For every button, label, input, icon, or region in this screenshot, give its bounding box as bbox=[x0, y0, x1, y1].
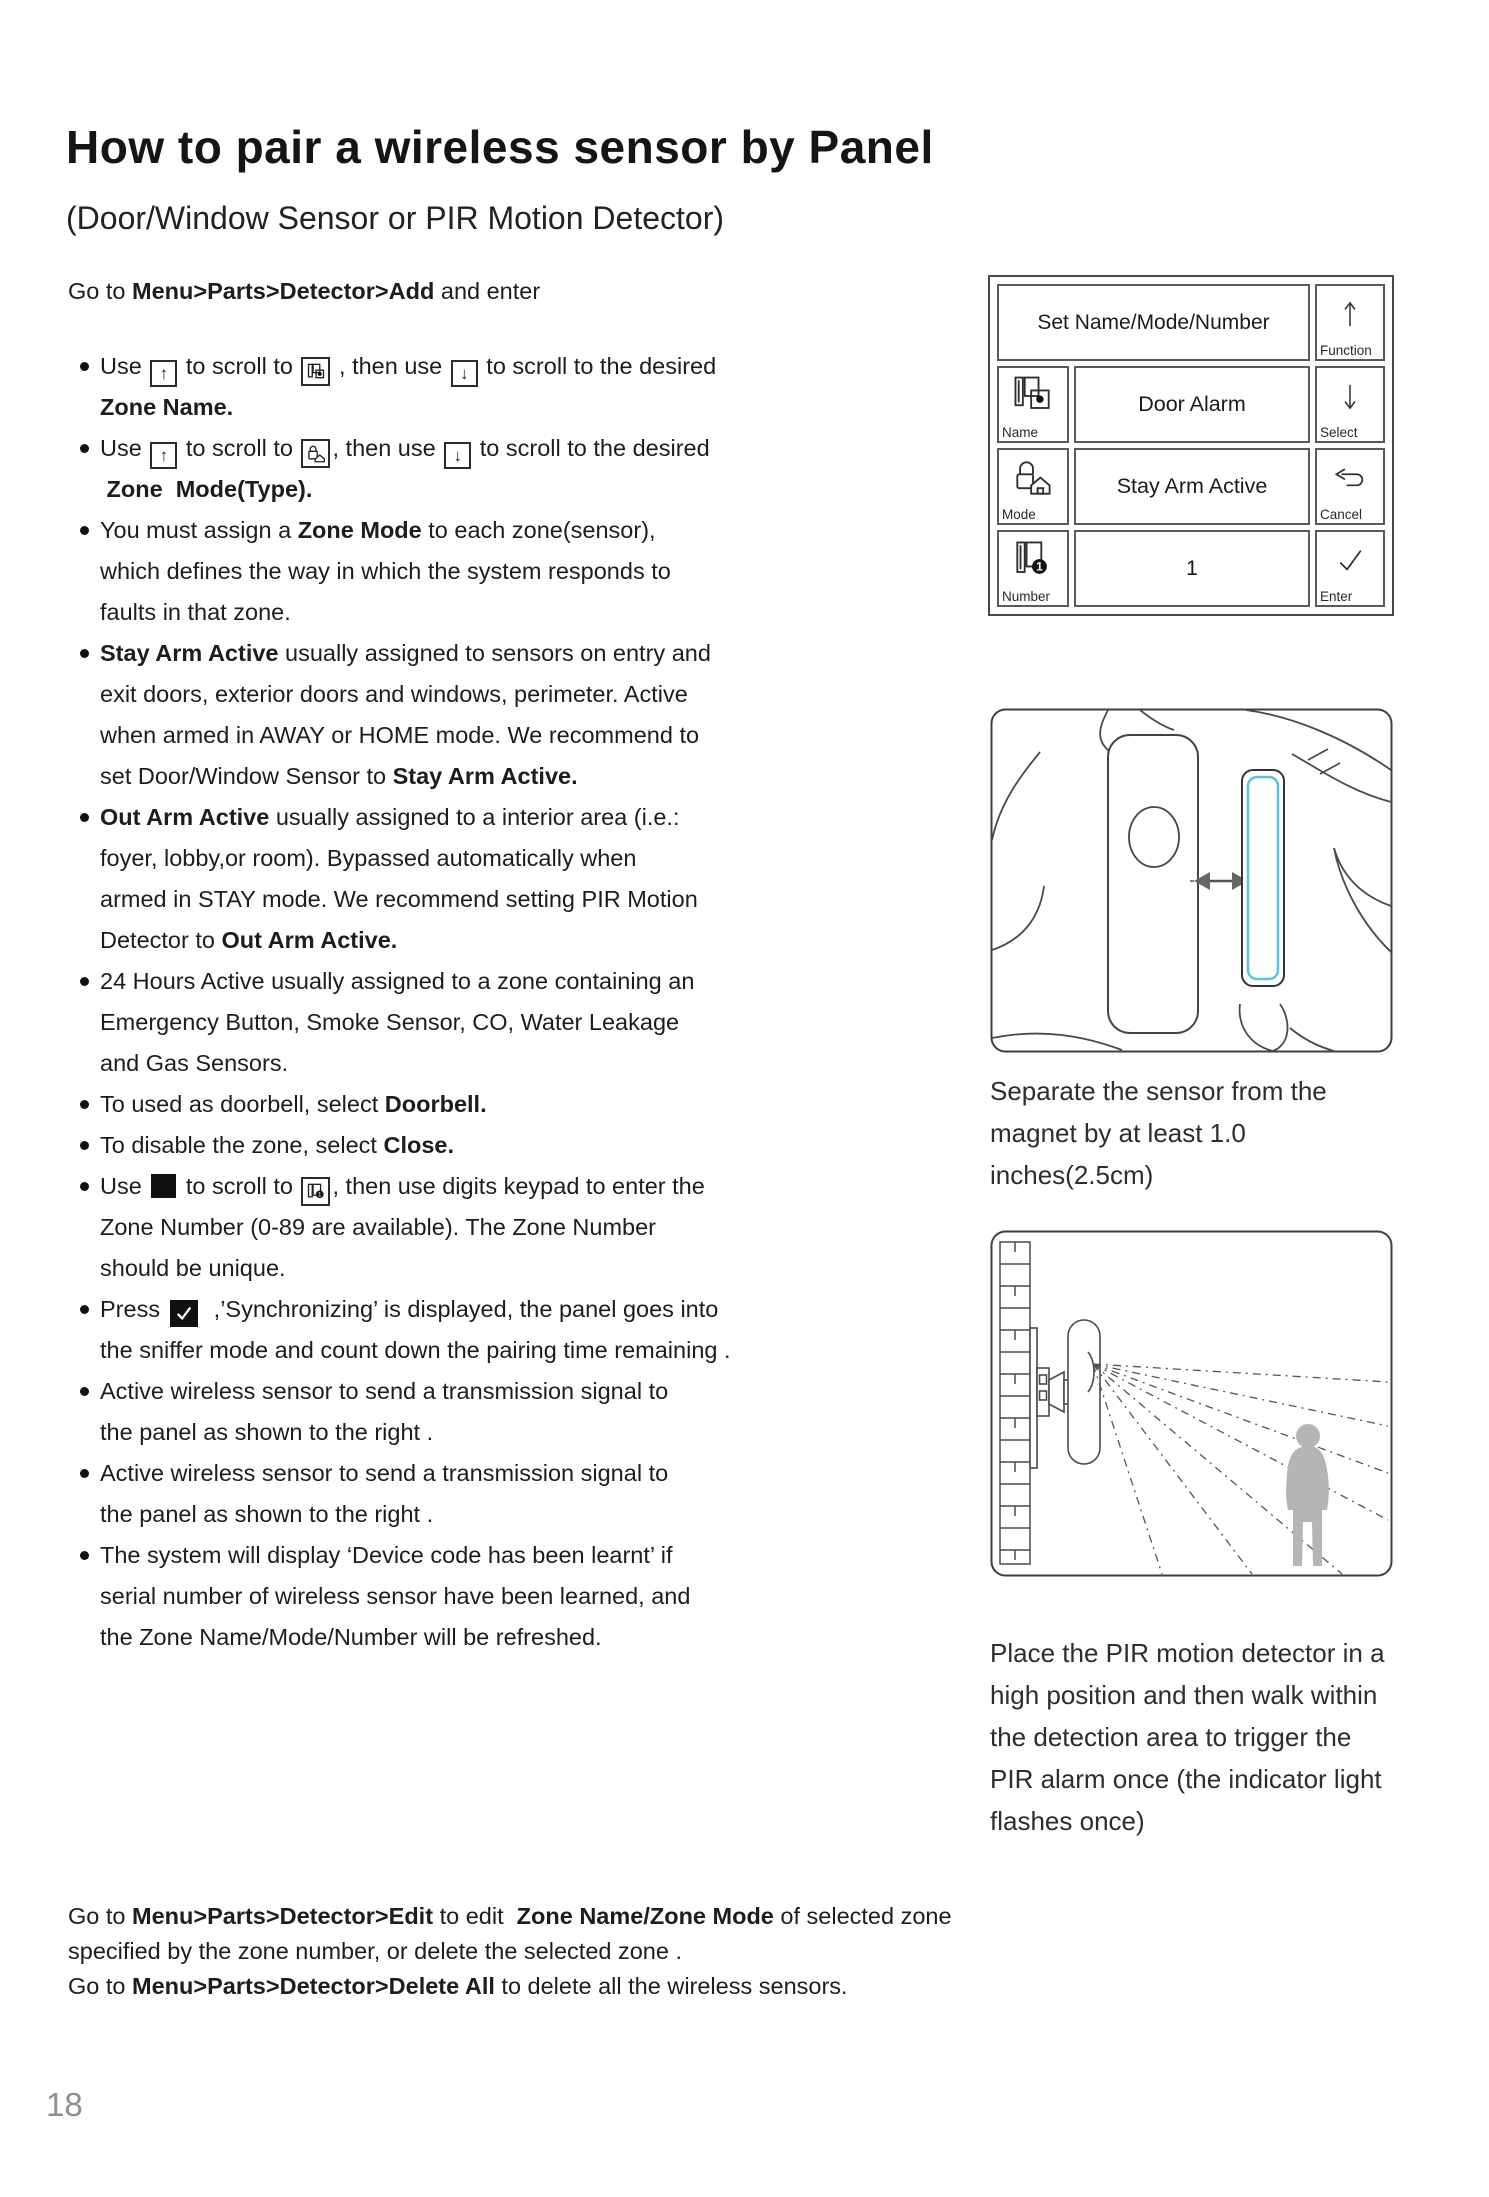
footer-notes bbox=[68, 1899, 952, 2004]
footer-line: specified by the zone number, or delete the selected zone . bbox=[68, 1938, 683, 1964]
up-arrow-icon bbox=[1340, 300, 1360, 334]
function-key bbox=[1315, 284, 1385, 361]
list-item-text: The system will display ‘Device code has been learnt’ if serial number of wireless sensor have been learned, and the Zone Name/Mode/Number will be refreshed. bbox=[100, 1542, 691, 1650]
list-item bbox=[80, 1371, 1015, 1453]
mode-field-label: Mode bbox=[1002, 507, 1036, 522]
zone-number-icon bbox=[1009, 536, 1057, 589]
name-field-label: Name bbox=[1002, 425, 1039, 440]
bullet-icon bbox=[80, 649, 89, 658]
list-item bbox=[80, 346, 1015, 428]
mode-field-icon-cell bbox=[997, 448, 1069, 525]
bullet-icon bbox=[80, 1469, 89, 1478]
list-item bbox=[80, 428, 1015, 510]
sensor-figure-caption: Separate the sensor from the magnet by at least 1.0 inches(2.5cm) bbox=[990, 1076, 1327, 1190]
list-item-text: Press ,’Synchronizing’ is displayed, the panel goes into the sniffer mode and count down the pairing time remaining . bbox=[100, 1296, 731, 1363]
intro-line: Go to Menu>Parts>Detector>Add and enter bbox=[68, 278, 541, 304]
magnet-body bbox=[1242, 770, 1284, 986]
bullet-icon bbox=[80, 1387, 89, 1396]
door-sensor-icon bbox=[1009, 372, 1057, 425]
down-arrow-icon bbox=[1340, 382, 1360, 416]
number-field-label: Number bbox=[1002, 589, 1051, 604]
up-key-icon: ↑ bbox=[150, 360, 177, 387]
filled-square-icon bbox=[151, 1174, 176, 1198]
list-item bbox=[80, 1166, 1015, 1289]
bullet-icon bbox=[80, 444, 89, 453]
list-item-text: Use to scroll to 1 , then use digits keypad to enter the Zone Number (0-89 are available). The Zone Number should be unique. bbox=[100, 1173, 705, 1281]
bullet-icon bbox=[80, 1305, 89, 1314]
bullet-icon bbox=[80, 362, 89, 371]
function-key-label: Function bbox=[1320, 343, 1372, 358]
list-item bbox=[80, 1125, 1015, 1166]
list-item bbox=[80, 633, 1015, 797]
enter-key-label: Enter bbox=[1320, 589, 1353, 604]
number-field-icon-cell bbox=[997, 530, 1069, 607]
arm-mode-icon bbox=[1009, 454, 1057, 507]
enter-key bbox=[1315, 530, 1385, 607]
list-item-text: Use ↑ to scroll to , then use ↓ to scroll to the desired Zone Mode(Type). bbox=[100, 435, 710, 502]
list-item-text: Active wireless sensor to send a transmission signal to the panel as shown to the right . bbox=[100, 1460, 669, 1527]
door-window-sensor-body bbox=[1108, 735, 1198, 1033]
list-item-text: You must assign a Zone Mode to each zone(sensor), which defines the way in which the system responds to faults in that zone. bbox=[100, 517, 671, 625]
check-mark-icon bbox=[1336, 547, 1365, 578]
number-key-icon bbox=[301, 1177, 330, 1206]
select-key bbox=[1315, 366, 1385, 443]
list-item bbox=[80, 1289, 1015, 1371]
list-item-text: 24 Hours Active usually assigned to a zone containing an Emergency Button, Smoke Sensor, CO, Water Leakage and Gas Sensors. bbox=[100, 968, 695, 1076]
panel-header: Set Name/Mode/Number bbox=[997, 284, 1310, 361]
bullet-icon bbox=[80, 1551, 89, 1560]
panel-display-table bbox=[988, 275, 1394, 616]
pir-placement-figure bbox=[990, 1230, 1393, 1582]
sensor-magnet-figure bbox=[990, 708, 1393, 1058]
zone-mode-value: Stay Arm Active bbox=[1074, 448, 1310, 525]
bullet-icon bbox=[80, 1141, 89, 1150]
cancel-key bbox=[1315, 448, 1385, 525]
svg-text:1: 1 bbox=[1036, 559, 1043, 574]
bullet-icon bbox=[80, 977, 89, 986]
list-item-text: To disable the zone, select Close. bbox=[100, 1132, 455, 1158]
list-item-text: Stay Arm Active usually assigned to sensors on entry and exit doors, exterior doors and windows, perimeter. Active when armed in AWAY or HOME mode. We recommend to set Door/Window Sensor to Stay Arm Active. bbox=[100, 640, 711, 789]
list-item-text: Active wireless sensor to send a transmission signal to the panel as shown to the right . bbox=[100, 1378, 669, 1445]
list-item-text: Out Arm Active usually assigned to a interior area (i.e.: foyer, lobby,or room). Bypassed automatically when armed in STAY mode. We recommend setting PIR Motion Detector to Out Arm Active. bbox=[100, 804, 698, 953]
footer-line: Go to Menu>Parts>Detector>Delete All to delete all the wireless sensors. bbox=[68, 1973, 848, 1999]
list-item-text: To used as doorbell, select Doorbell. bbox=[100, 1091, 487, 1117]
up-key-icon: ↑ bbox=[150, 442, 177, 469]
name-field-icon-cell bbox=[997, 366, 1069, 443]
mode-key-icon bbox=[301, 439, 330, 468]
footer-line: Go to Menu>Parts>Detector>Edit to edit Zone Name/Zone Mode of selected zone bbox=[68, 1903, 952, 1929]
list-item bbox=[80, 797, 1015, 961]
list-item bbox=[80, 1084, 1015, 1125]
down-key-icon: ↓ bbox=[444, 442, 471, 469]
select-key-label: Select bbox=[1320, 425, 1358, 440]
name-key-icon bbox=[301, 357, 330, 386]
pir-figure-caption: Place the PIR motion detector in a high position and then walk within the detection area to trigger the PIR alarm once (the indicator light flashes once) bbox=[990, 1638, 1385, 1836]
check-key-icon bbox=[170, 1300, 198, 1327]
list-item-text: Use ↑ to scroll to , then use ↓ to scroll to the desired Zone Name. bbox=[100, 353, 717, 420]
zone-number-value: 1 bbox=[1074, 530, 1310, 607]
svg-text:1: 1 bbox=[317, 1191, 322, 1199]
zone-name-value: Door Alarm bbox=[1074, 366, 1310, 443]
instruction-list bbox=[80, 346, 1015, 1658]
list-item bbox=[80, 1453, 1015, 1535]
bullet-icon bbox=[80, 1182, 89, 1191]
page-title: How to pair a wireless sensor by Panel bbox=[66, 121, 934, 173]
page-number: 18 bbox=[46, 2086, 83, 2123]
cancel-key-label: Cancel bbox=[1320, 507, 1363, 522]
list-item bbox=[80, 1535, 1015, 1658]
return-arrow-icon bbox=[1333, 467, 1367, 495]
page-subtitle: (Door/Window Sensor or PIR Motion Detector) bbox=[66, 200, 724, 236]
bullet-icon bbox=[80, 813, 89, 822]
list-item bbox=[80, 961, 1015, 1084]
bullet-icon bbox=[80, 1100, 89, 1109]
list-item bbox=[80, 510, 1015, 633]
bullet-icon bbox=[80, 526, 89, 535]
down-key-icon: ↓ bbox=[451, 360, 478, 387]
